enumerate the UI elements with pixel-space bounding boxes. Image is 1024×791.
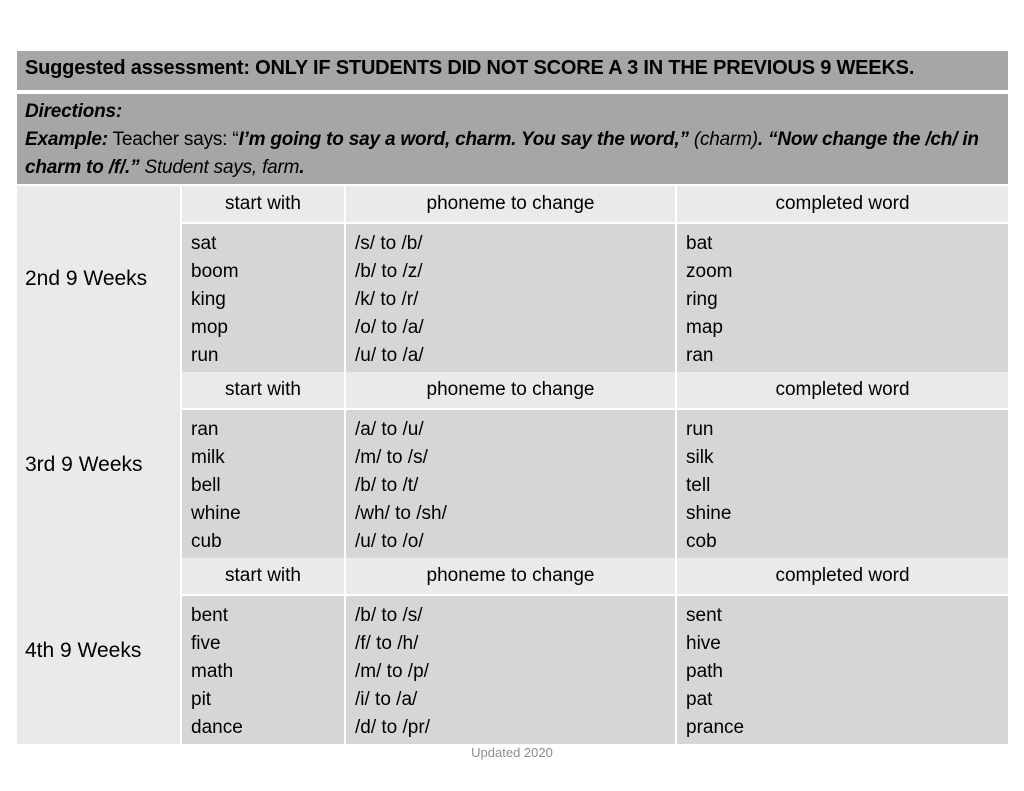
start-word: whine: [191, 503, 241, 524]
start-words: [182, 596, 344, 744]
start-word: mop: [191, 317, 228, 338]
header-completed-word: completed word: [677, 558, 1008, 594]
section-3rd-9-weeks: [17, 372, 1008, 558]
completed-words: [677, 596, 1008, 744]
section-2nd-9-weeks: [17, 186, 1008, 372]
header-phoneme-to-change: phoneme to change: [346, 372, 675, 408]
start-word: pit: [191, 689, 212, 710]
section-label: 4th 9 Weeks: [17, 558, 180, 744]
header-start-with: start with: [182, 372, 344, 408]
phoneme-change: /b/ to /t/: [355, 475, 419, 496]
phoneme-changes: [346, 410, 675, 558]
start-word: cub: [191, 531, 222, 552]
start-word: math: [191, 661, 234, 682]
completed-word: ran: [686, 345, 714, 366]
start-words: [182, 410, 344, 558]
directions-box: [17, 94, 1008, 184]
phoneme-change: /u/ to /a/: [355, 345, 424, 366]
example-label: Example:: [25, 129, 108, 150]
completed-word: path: [686, 661, 723, 682]
header-completed-word: completed word: [677, 372, 1008, 408]
header-phoneme-to-change: phoneme to change: [346, 558, 675, 594]
completed-word: prance: [686, 717, 745, 738]
charm-paren: (charm): [688, 129, 758, 150]
start-word: boom: [191, 261, 239, 282]
phoneme-change: /m/ to /s/: [355, 447, 428, 468]
teacher-says: Teacher says: “: [107, 129, 239, 150]
completed-word: cob: [686, 531, 717, 552]
phoneme-change: /u/ to /o/: [355, 531, 424, 552]
phoneme-change: /s/ to /b/: [355, 233, 423, 254]
completed-word: zoom: [686, 261, 733, 282]
phoneme-change: /i/ to /a/: [355, 689, 418, 710]
phoneme-changes: [346, 224, 675, 372]
start-word: five: [191, 633, 221, 654]
phoneme-changes: [346, 596, 675, 744]
start-word: run: [191, 345, 219, 366]
student-says: Student says, farm: [139, 157, 300, 178]
section-label: 3rd 9 Weeks: [17, 372, 180, 558]
start-words: [182, 224, 344, 372]
phoneme-change: /o/ to /a/: [355, 317, 424, 338]
completed-word: run: [686, 419, 714, 440]
header-start-with: start with: [182, 186, 344, 222]
footer-updated: Updated 2020: [471, 745, 553, 760]
header-start-with: start with: [182, 558, 344, 594]
start-word: dance: [191, 717, 243, 738]
phoneme-change: /f/ to /h/: [355, 633, 419, 654]
quote-period: .: [757, 129, 763, 150]
quote-one: I’m going to say a word, charm. You say the word,”: [238, 129, 689, 150]
section-4th-9-weeks: [17, 558, 1008, 744]
completed-word: pat: [686, 689, 713, 710]
start-word: bell: [191, 475, 221, 496]
start-word: king: [191, 289, 226, 310]
header-phoneme-to-change: phoneme to change: [346, 186, 675, 222]
phoneme-change: /d/ to /pr/: [355, 717, 430, 738]
directions-label: Directions:: [25, 101, 123, 122]
assessment-header: [17, 51, 1008, 90]
completed-word: bat: [686, 233, 713, 254]
section-label: 2nd 9 Weeks: [17, 186, 180, 372]
completed-word: shine: [686, 503, 732, 524]
start-word: milk: [191, 447, 225, 468]
quote-two: “Now change the /ch/ in charm to /f/.”: [25, 129, 979, 178]
completed-word: sent: [686, 605, 722, 626]
completed-words: [677, 224, 1008, 372]
end-period: .: [299, 157, 305, 178]
completed-words: [677, 410, 1008, 558]
phoneme-change: /b/ to /z/: [355, 261, 423, 282]
header-condition: ONLY IF STUDENTS DID NOT SCORE A 3 IN THE PREVIOUS 9 WEEKS.: [255, 57, 915, 79]
header-prefix: Suggested assessment:: [25, 57, 256, 79]
phoneme-change: /wh/ to /sh/: [355, 503, 447, 524]
completed-word: tell: [686, 475, 711, 496]
phoneme-change: /m/ to /p/: [355, 661, 429, 682]
phoneme-change: /b/ to /s/: [355, 605, 423, 626]
completed-word: map: [686, 317, 723, 338]
completed-word: ring: [686, 289, 718, 310]
phoneme-change: /k/ to /r/: [355, 289, 419, 310]
completed-word: hive: [686, 633, 721, 654]
start-word: bent: [191, 605, 228, 626]
header-completed-word: completed word: [677, 186, 1008, 222]
start-word: ran: [191, 419, 219, 440]
start-word: sat: [191, 233, 217, 254]
phoneme-change: /a/ to /u/: [355, 419, 424, 440]
completed-word: silk: [686, 447, 714, 468]
